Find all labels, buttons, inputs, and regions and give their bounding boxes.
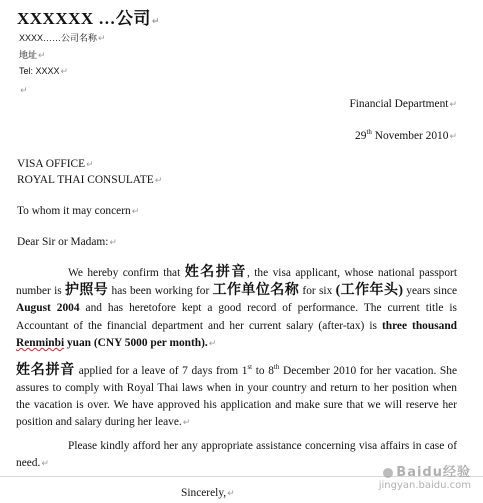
- paragraph-leave: [16, 359, 457, 433]
- address-line: [19, 48, 46, 61]
- paragraph-mark-icon: ↵: [109, 238, 117, 248]
- paragraph-mark-icon: ↵: [227, 489, 235, 499]
- paw-icon: [383, 468, 393, 478]
- watermark-url: jingyan.baidu.com: [378, 480, 471, 491]
- dear-line: [17, 234, 117, 252]
- paragraph-mark-icon: ↵: [208, 338, 217, 349]
- date-suffix: st: [247, 363, 253, 371]
- salary-amount-words: three thousand: [381, 319, 457, 332]
- to-whom-line: [17, 203, 139, 221]
- p2-text-2: to 8: [252, 364, 274, 377]
- applicant-name: 姓名拼音: [184, 265, 247, 280]
- department-text: Financial Department: [349, 98, 449, 110]
- p1-text-5: years since: [403, 285, 458, 298]
- paragraph-mark-icon: ↵: [41, 459, 49, 470]
- request-text: Please kindly afford her any appropriate assistance concerning visa affairs in case of need.: [16, 440, 457, 470]
- employer-name: 工作单位名称: [212, 283, 300, 299]
- p2-text-1: applied for a leave of 7 days from 1: [75, 364, 248, 377]
- tel-text: Tel: XXXX: [19, 66, 60, 76]
- company-name-line: [19, 31, 106, 44]
- years-employed: (工作年头): [335, 283, 404, 299]
- p1-text-2: , the visa applicant, whose national passport number is: [16, 267, 457, 298]
- p1-text-1: We hereby confirm that: [68, 267, 185, 279]
- date-day: 29: [355, 129, 367, 142]
- paragraph-mark-icon: ↵: [182, 418, 191, 429]
- company-title-text: XXXXXX …公司: [17, 9, 151, 28]
- date-suffix: th: [273, 363, 280, 371]
- employment-start-date: August 2004: [16, 302, 80, 315]
- empty-line: [19, 80, 28, 98]
- date-month-year: November 2010: [371, 129, 449, 142]
- company-title: [17, 4, 160, 29]
- applicant-name: 姓名拼音: [16, 362, 76, 378]
- closing-line: [181, 485, 235, 503]
- paragraph-mark-icon: ↵: [60, 67, 69, 77]
- paragraph-mark-icon: ↵: [449, 131, 457, 142]
- passport-number: 护照号: [64, 283, 109, 299]
- paragraph-employment: [16, 264, 457, 353]
- paragraph-mark-icon: ↵: [154, 176, 163, 186]
- sender-department: [349, 96, 457, 114]
- recipient-line-2: [17, 172, 162, 190]
- address-text: 地址: [19, 50, 38, 60]
- paragraph-mark-icon: ↵: [131, 207, 140, 217]
- to-whom-text: To whom it may concern: [17, 205, 131, 217]
- paragraph-mark-icon: ↵: [38, 51, 46, 61]
- salary-amount-figure: yuan (CNY 5000 per month).: [64, 336, 208, 349]
- paragraph-mark-icon: ↵: [98, 34, 106, 44]
- paragraph-mark-icon: ↵: [449, 100, 457, 110]
- p1-text-4: for six: [299, 285, 336, 298]
- letter-date: [355, 124, 457, 146]
- watermark: [379, 467, 471, 492]
- date-suffix: th: [366, 128, 372, 136]
- company-name-text: XXXX……公司名称: [19, 33, 98, 43]
- dear-text: Dear Sir or Madam:: [17, 236, 109, 248]
- paragraph-mark-icon: ↵: [151, 17, 160, 27]
- p1-text-6: and has heretofore kept a good record of performance. The current title is Accountant of the financial department and her current salary (after-tax) is: [16, 302, 457, 332]
- p1-text-3: has been working for: [108, 285, 213, 298]
- watermark-logo: Baidu经验: [396, 465, 471, 480]
- paragraph-mark-icon: ↵: [20, 86, 28, 96]
- tel-line: [19, 66, 68, 77]
- recipient-consulate: ROYAL THAI CONSULATE: [17, 174, 154, 186]
- salary-currency: Renminbi: [16, 336, 65, 349]
- recipient-office: VISA OFFICE: [17, 158, 86, 170]
- p2-text-3: December 2010 for her vacation. She assures to comply with Royal Thai laws when in your country and return to her position when the vacation is over. We have approved his application and make sure that we will reserve her position and salary during her leave.: [16, 364, 458, 429]
- paragraph-mark-icon: ↵: [86, 160, 94, 170]
- sincerely-text: Sincerely,: [181, 487, 227, 499]
